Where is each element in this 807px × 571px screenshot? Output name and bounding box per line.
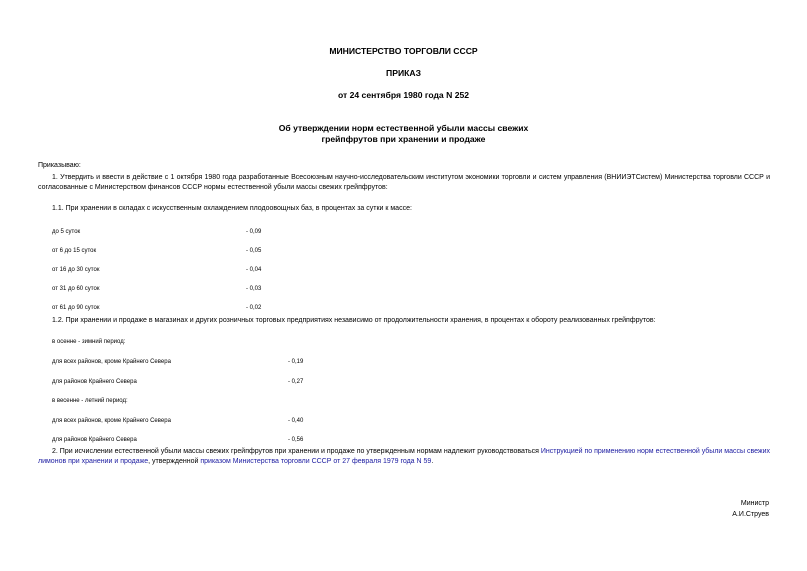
spring-summer-label: в весенне - летний период: (52, 398, 128, 404)
paragraph-2 (38, 447, 770, 467)
paragraph-2-text: , утвержденной (148, 458, 201, 465)
spring-row-label: для районов Крайнего Севера (52, 437, 137, 443)
title-line-2: грейпфрутов при хранении и продаже (321, 134, 486, 144)
doc-type-heading: ПРИКАЗ (386, 68, 421, 78)
storage-row-value: - 0,09 (246, 229, 262, 235)
autumn-row-label: для всех районов, кроме Крайнего Севера (52, 359, 171, 365)
storage-row-label: от 61 до 90 суток (52, 305, 100, 311)
spring-row-value: - 0,40 (288, 418, 304, 424)
order-word: Приказываю: (38, 162, 81, 169)
storage-row-value: - 0,02 (246, 305, 262, 311)
storage-row-value: - 0,05 (246, 248, 262, 254)
spring-row-label: для всех районов, кроме Крайнего Севера (52, 418, 171, 424)
spring-row-value: - 0,56 (288, 437, 304, 443)
signature-position: Министр (740, 500, 769, 507)
order-59-link[interactable]: приказом Министерства торговли СССР от 27 февраля 1979 года N 59 (200, 458, 432, 465)
autumn-row-value: - 0,27 (288, 379, 304, 385)
ministry-heading: МИНИСТЕРСТВО ТОРГОВЛИ СССР (329, 46, 478, 56)
autumn-row-label: для районов Крайнего Севера (52, 379, 137, 385)
storage-row-value: - 0,03 (246, 286, 262, 292)
storage-row-value: - 0,04 (246, 267, 262, 273)
date-number-heading: от 24 сентября 1980 года N 252 (337, 90, 470, 100)
storage-row-label: от 31 до 60 суток (52, 286, 100, 292)
instruction-link[interactable]: Инструкцией по применению норм естественной убыли массы свежих лимонов при хранении и продаже (38, 448, 771, 465)
paragraph-2-text: . (431, 458, 434, 465)
storage-row-label: от 6 до 15 суток (52, 248, 97, 254)
paragraph-1-1: 1.1. При хранении в складах с искусственным охлаждением плодоовощных баз, в процентах за сутки к массе: (52, 205, 412, 212)
signature-name: А.И.Струев (732, 511, 769, 518)
storage-row-label: до 5 суток (52, 229, 81, 235)
paragraph-1-2: 1.2. При хранении и продаже в магазинах и других розничных торговых предприятиях независимо от продолжительности хранения, в процентах к обороту реализованных грейпфрутов: (52, 317, 656, 324)
paragraph-2-text: 2. При исчислении естественной убыли массы свежих грейпфрутов при хранении и продаже по утвержденным нормам надлежит руководствоваться (52, 448, 541, 455)
storage-row-label: от 16 до 30 суток (52, 267, 100, 273)
title-line-1: Об утверждении норм естественной убыли массы свежих (278, 123, 529, 133)
paragraph-1: 1. Утвердить и ввести в действие с 1 октября 1980 года разработанные Всесоюзным научно-исследовательским институтом экономики торговли и систем управления (ВНИИЭТСистем) Министерства торговли СССР и согласованные с Министерством финансов СССР нормы естественной убыли массы свежих грейпфрутов: (38, 174, 770, 191)
autumn-row-value: - 0,19 (288, 359, 304, 365)
autumn-winter-label: в осенне - зимний период: (52, 339, 126, 345)
